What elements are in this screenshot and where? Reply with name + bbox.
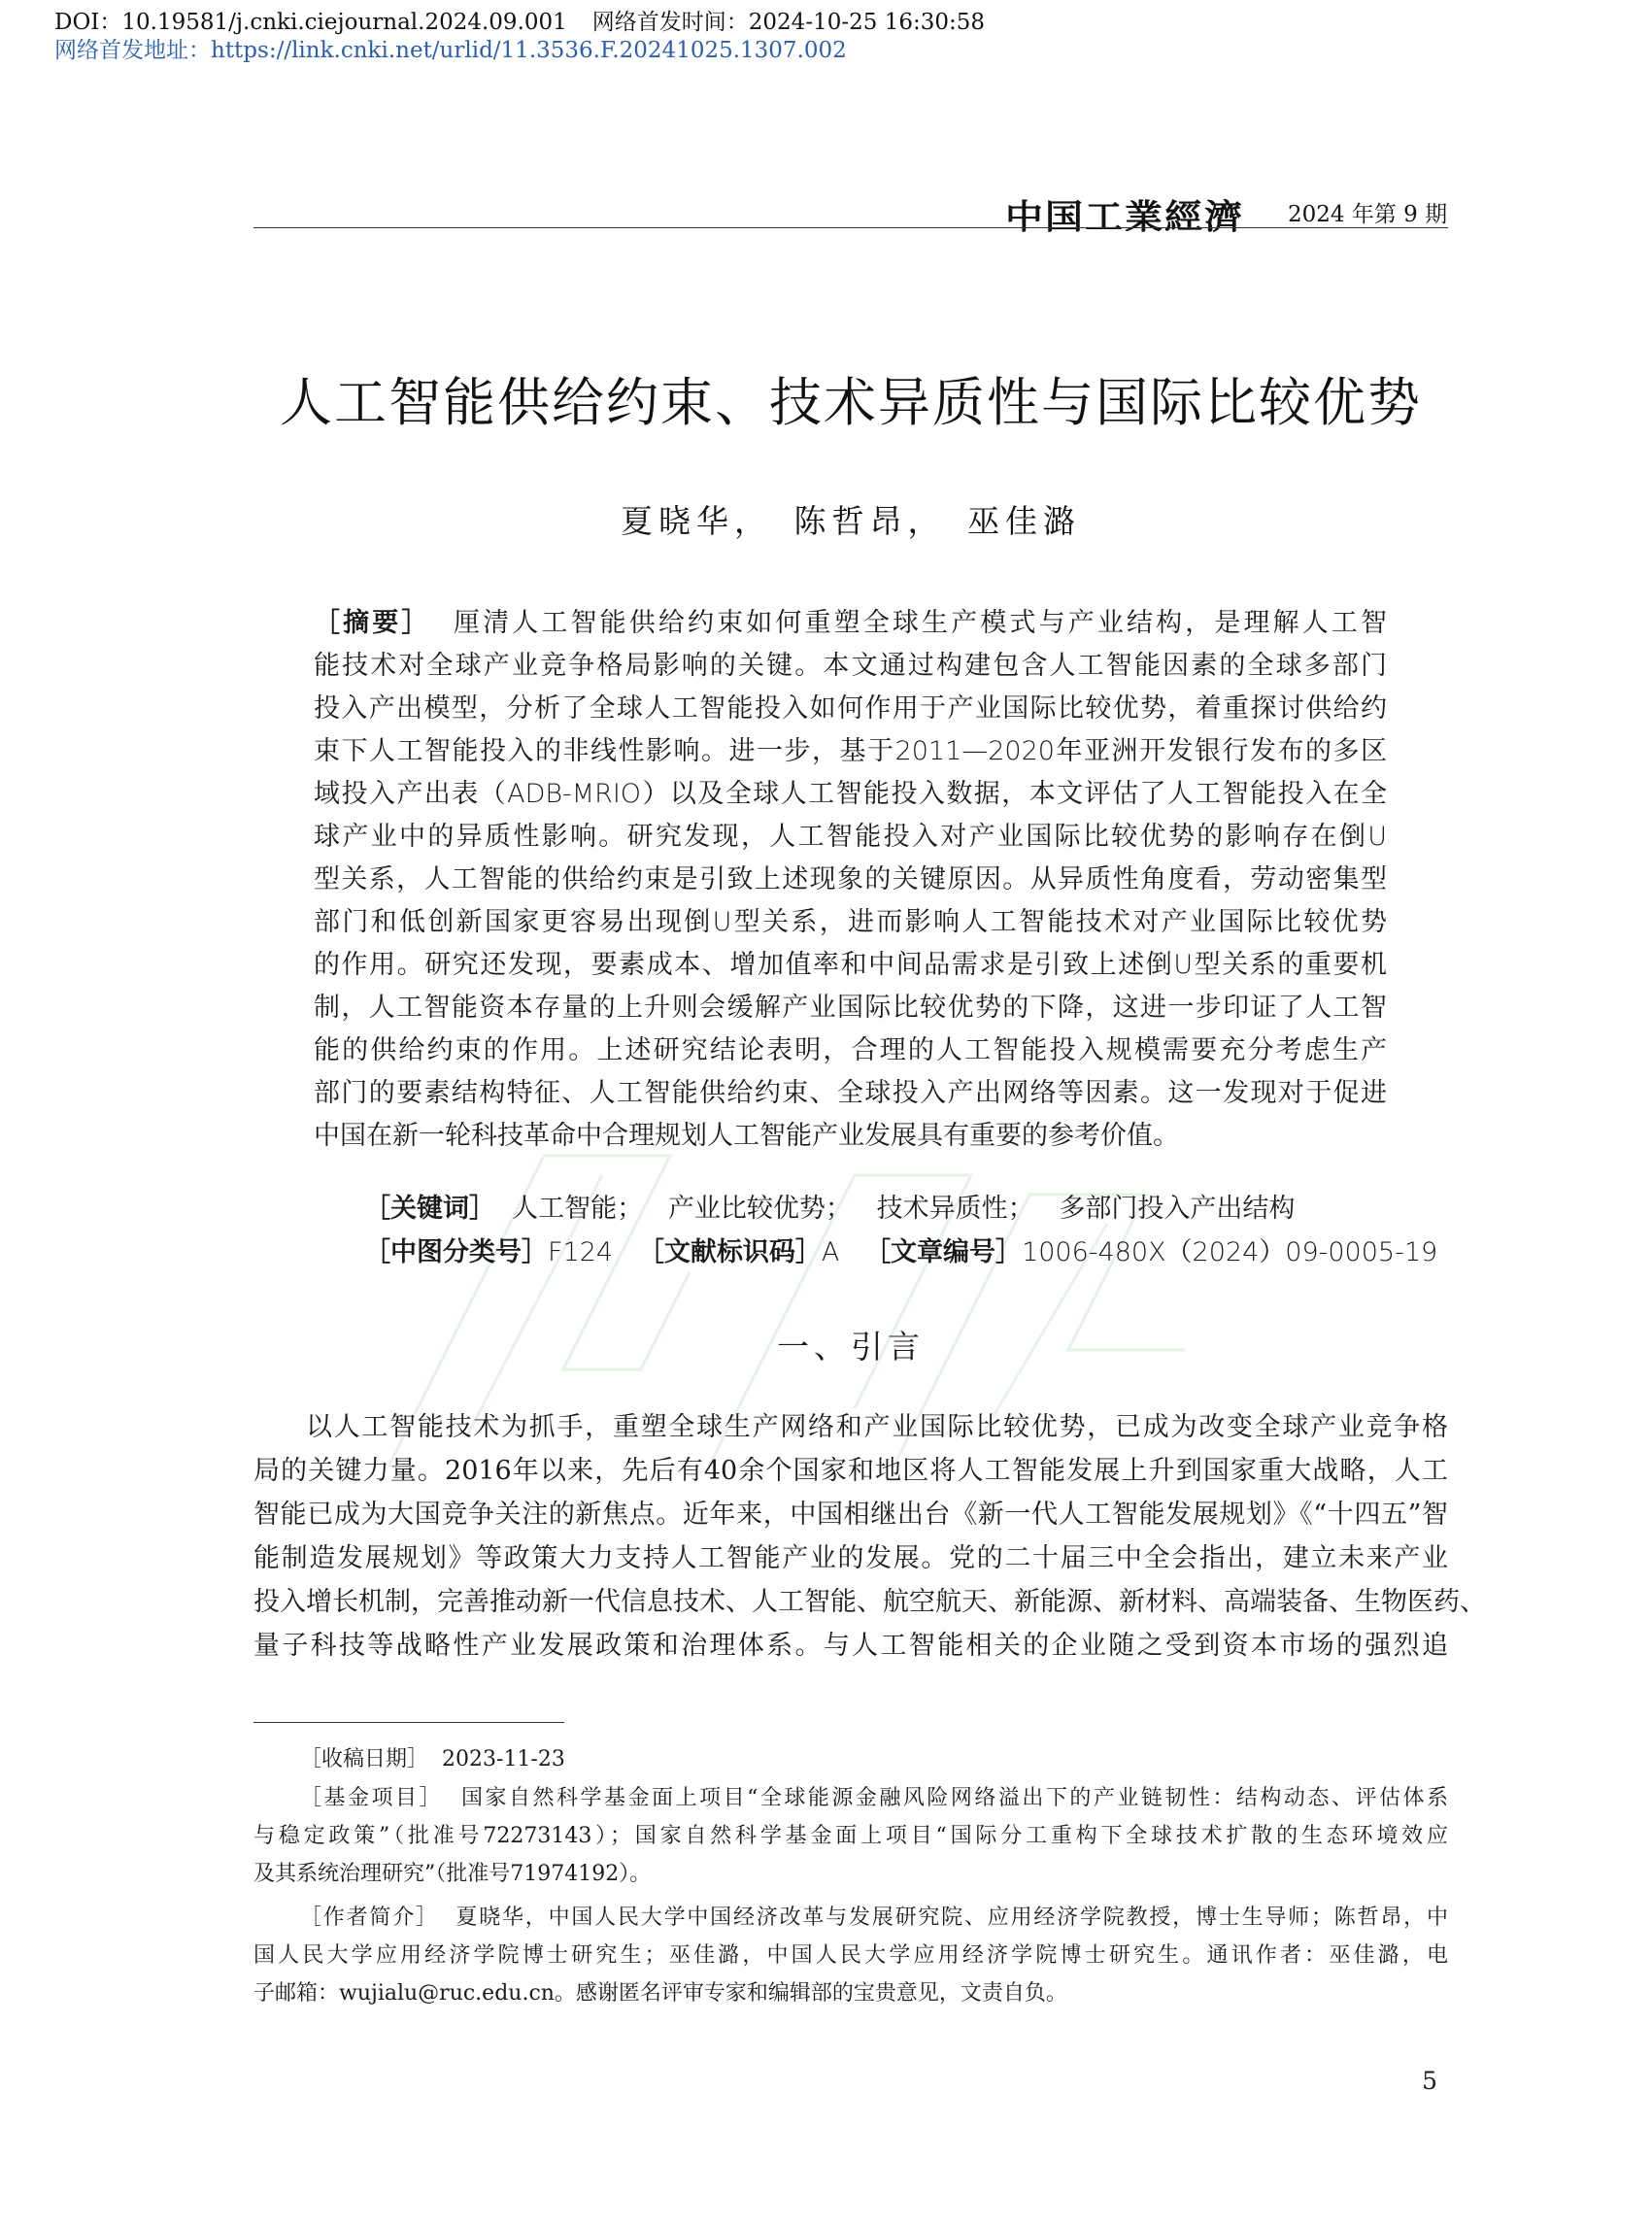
abstract-line: 部门的要素结构特征、人工智能供给约束、全球投入产出网络等因素。这一发现对于促进 (314, 1078, 1387, 1108)
abstract-line: 束下人工智能投入的非线性影响。进一步，基于2011—2020年亚洲开发银行发布的多区 (314, 736, 1387, 766)
body-line: 局的关键力量。2016年以来，先后有40余个国家和地区将人工智能发展上升到国家重大战略，人工 (253, 1456, 1448, 1486)
abstract-line: 型关系，人工智能的供给约束是引致上述现象的关键原因。从异质性角度看，劳动密集型 (314, 864, 1387, 894)
section-heading: 一、引言 (777, 1328, 925, 1366)
author-bio-line: 子邮箱：wujialu@ruc.edu.cn。感谢匿名评审专家和编辑部的宝贵意见，文责自负。 (253, 1981, 1067, 2006)
abstract-label: ［摘要］ (314, 608, 431, 638)
abstract-text: 厘清人工智能供给约束如何重塑全球生产模式与产业结构，是理解人工智 (453, 608, 1388, 638)
article-no-value: 1006-480X（2024）09-0005-19 (1022, 1237, 1438, 1267)
abstract-line: 中国在新一轮科技革命中合理规划人工智能产业发展具有重要的参考价值。 (314, 1121, 1179, 1151)
body-line: 量子科技等战略性产业发展政策和治理体系。与人工智能相关的企业随之受到资本市场的强烈追 (253, 1631, 1448, 1661)
body-line: 能制造发展规划》等政策大力支持人工智能产业的发展。党的二十届三中全会指出，建立未来产业 (253, 1543, 1448, 1573)
abstract-line: 能技术对全球产业竞争格局影响的关键。本文通过构建包含人工智能因素的全球多部门 (314, 651, 1387, 681)
article-authors: 夏晓华， 陈哲昂， 巫佳潞 (621, 502, 1081, 540)
received-date: 2023-11-23 (442, 1747, 565, 1771)
body-line: 以人工智能技术为抓手，重塑全球生产网络和产业国际比较优势，已成为改变全球产业竞争格 (306, 1412, 1448, 1442)
abstract-line: 域投入产出表（ADB-MRIO）以及全球人工智能投入数据，本文评估了人工智能投入在全 (314, 779, 1387, 809)
fund-text: 国家自然科学基金面上项目“全球能源金融风险网络溢出下的产业链韧性：结构动态、评估体系 (461, 1786, 1448, 1810)
doc-code-label: ［文献标识码］ (637, 1237, 822, 1267)
abstract-line: 投入产出模型，分析了全球人工智能投入如何作用于产业国际比较优势，着重探讨供给约 (314, 693, 1387, 724)
keyword: 多部门投入产出结构 (1059, 1194, 1296, 1224)
abstract-line: 制，人工智能资本存量的上升则会缓解产业国际比较优势的下降，这进一步印证了人工智 (314, 993, 1387, 1023)
doc-code-value: A (821, 1237, 840, 1267)
doi-label: DOI： (54, 10, 122, 35)
footnote-rule (253, 1722, 564, 1723)
author-bio-line (300, 1899, 1448, 1937)
received-line (300, 1740, 1495, 1778)
header-rule (253, 227, 1448, 228)
fund-label: ［基金项目］ (300, 1786, 444, 1810)
abstract-line: 的作用。研究还发现，要素成本、增加值率和中间品需求是引致上述倒U型关系的重要机 (314, 950, 1387, 980)
url-label: 网络首发地址： (54, 38, 211, 63)
received-label: ［收稿日期］ (300, 1747, 429, 1771)
classification-line (364, 1231, 1437, 1274)
fund-line (300, 1779, 1448, 1817)
abstract-line (314, 602, 1387, 645)
url-link[interactable]: https://link.cnki.net/urlid/11.3536.F.20241025.1307.002 (211, 38, 847, 63)
keyword: 人工智能； (512, 1194, 644, 1224)
body-line: 智能已成为大国竞争关注的新焦点。近年来，中国相继出台《新一代人工智能发展规划》《“十四五”智 (253, 1500, 1448, 1530)
keywords-line (364, 1188, 1437, 1231)
pub-time-label: 网络首发时间： (591, 10, 749, 35)
author-bio-label: ［作者简介］ (300, 1906, 439, 1930)
keyword: 技术异质性； (876, 1194, 1034, 1224)
article-no-label: ［文章编号］ (864, 1237, 1023, 1267)
abstract-line: 部门和低创新国家更容易出现倒U型关系，进而影响人工智能技术对产业国际比较优势 (314, 907, 1387, 937)
issue-label: 2024 年第 9 期 (1288, 202, 1448, 227)
pub-time-value: 2024-10-25 16:30:58 (748, 10, 985, 35)
page-number: 5 (1422, 2067, 1437, 2095)
clc-value: F124 (548, 1237, 614, 1267)
fund-line: 与稳定政策”（批准号72273143）；国家自然科学基金面上项目“国际分工重构下全球技术扩散的生态环境效应 (253, 1824, 1448, 1848)
abstract-line: 能的供给约束的作用。上述研究结论表明，合理的人工智能投入规模需要充分考虑生产 (314, 1035, 1387, 1065)
url-line (54, 32, 847, 64)
author-bio-text: 夏晓华，中国人民大学中国经济改革与发展研究院、应用经济学院教授，博士生导师；陈哲昂，中 (455, 1906, 1448, 1930)
doi-value: 10.19581/j.cnki.ciejournal.2024.09.001 (121, 10, 567, 35)
article-title: 人工智能供给约束、技术异质性与国际比较优势 (280, 372, 1422, 433)
abstract-line: 球产业中的异质性影响。研究发现，人工智能投入对产业国际比较优势的影响存在倒U (314, 822, 1387, 852)
body-line: 投入增长机制，完善推动新一代信息技术、人工智能、航空航天、新能源、新材料、高端装备、生物医药、 (253, 1587, 1486, 1617)
author-bio-line: 国人民大学应用经济学院博士研究生；巫佳潞，中国人民大学应用经济学院博士研究生。通讯作者：巫佳潞，电 (253, 1943, 1448, 1968)
journal-name: 中国工業經濟 (1004, 197, 1244, 238)
clc-label: ［中图分类号］ (364, 1237, 548, 1267)
fund-line: 及其系统治理研究”（批准号71974192）。 (253, 1862, 652, 1886)
keyword: 产业比较优势； (667, 1194, 852, 1224)
keywords-label: ［关键词］ (364, 1194, 495, 1224)
